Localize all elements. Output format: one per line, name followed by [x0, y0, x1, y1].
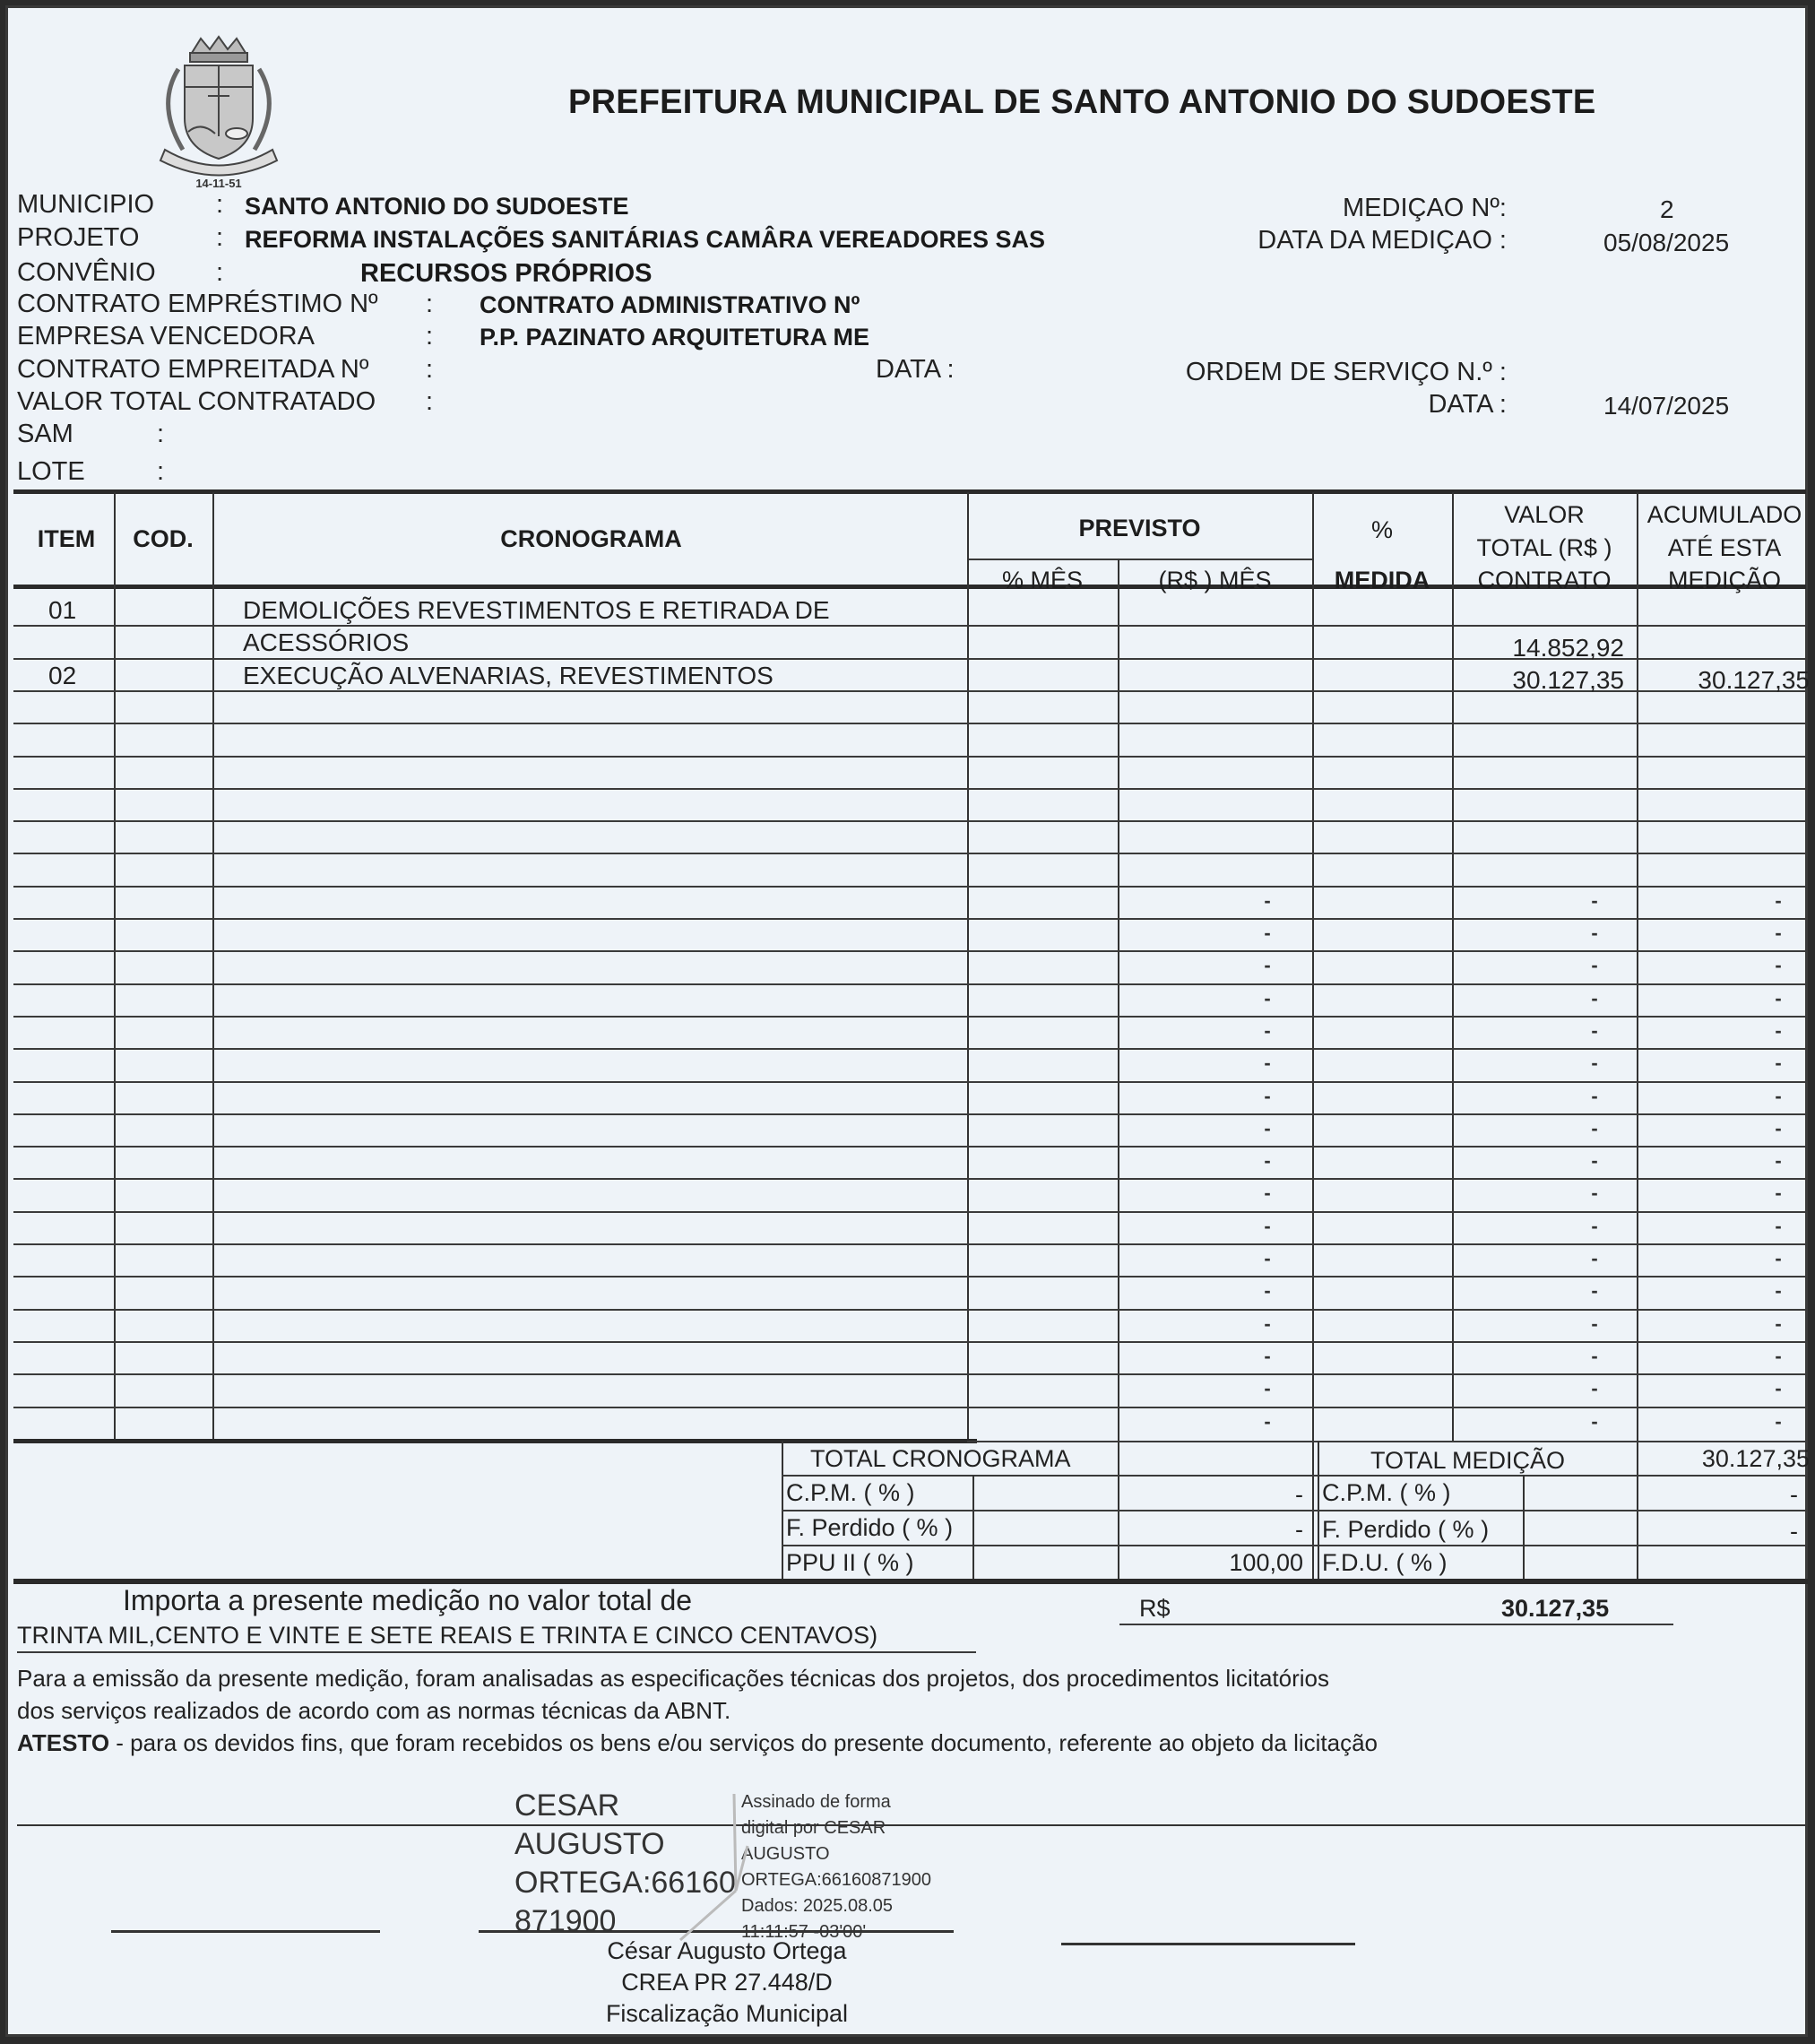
- table-top-border: [13, 489, 1806, 494]
- importa-text: Importa a presente medição no valor total de: [123, 1584, 693, 1616]
- municipio-label: MUNICIPIO: [17, 190, 155, 219]
- col-header-valor-3: CONTRATO: [1477, 567, 1612, 593]
- row-acumulado-empty: -: [1775, 1182, 1782, 1204]
- sam-label: SAM: [17, 420, 73, 448]
- row-acumulado-empty: -: [1775, 1019, 1782, 1042]
- row-separator: [13, 820, 1808, 822]
- lote-sep: :: [157, 457, 165, 486]
- row-separator: [13, 918, 1808, 920]
- row-separator: [13, 886, 1808, 888]
- row-separator: [13, 1373, 1808, 1375]
- convenio-value: RECURSOS PRÓPRIOS: [360, 259, 653, 288]
- row-rs-mes-empty: -: [1264, 922, 1271, 944]
- col-header-rs-mes: (R$ ) MÊS: [1158, 567, 1272, 593]
- row-separator: [13, 950, 1808, 952]
- total-amount: 30.127,35: [1501, 1595, 1610, 1622]
- row-valor-contrato-empty: -: [1591, 1085, 1598, 1107]
- totals-left-border: [782, 1441, 783, 1582]
- signature-top-line: [17, 1824, 1805, 1826]
- para-line-1: Para a emissão da presente medição, foram analisadas as especificações técnicas dos projetos, dos procedimentos licitatórios: [17, 1665, 1329, 1692]
- data-medicao-value: 05/08/2025: [1603, 229, 1730, 256]
- para-line-2: dos serviços realizados de acordo com as normas técnicas da ABNT.: [17, 1697, 731, 1724]
- municipal-crest-icon: [129, 33, 308, 190]
- row-valor-contrato-empty: -: [1591, 1182, 1598, 1204]
- contrato-emprestimo-value: CONTRATO ADMINISTRATIVO Nº: [480, 291, 860, 318]
- row-valor-contrato-empty: -: [1591, 1052, 1598, 1074]
- row-acumulado-empty: -: [1775, 1377, 1782, 1399]
- sam-sep: :: [157, 420, 165, 448]
- amount-words: TRINTA MIL,CENTO E VINTE E SETE REAIS E TRINTA E CINCO CENTAVOS): [17, 1622, 878, 1649]
- row-rs-mes-empty: -: [1264, 1410, 1271, 1433]
- sig-small-line: digital por CESAR: [741, 1818, 886, 1838]
- cpm-cronograma-label: C.P.M. ( % ): [786, 1479, 915, 1506]
- ppu-label: PPU II ( % ): [786, 1549, 914, 1576]
- empresa-vencedora-value: P.P. PAZINATO ARQUITETURA ME: [480, 324, 870, 351]
- row-separator: [13, 1341, 1808, 1343]
- row-rs-mes-empty: -: [1264, 1247, 1271, 1269]
- total-medicao-label: TOTAL MEDIÇÃO: [1370, 1447, 1566, 1474]
- row-valor-contrato-empty: -: [1591, 922, 1598, 944]
- row-acumulado: 30.127,35: [1698, 666, 1810, 694]
- ordem-servico-label: ORDEM DE SERVIÇO N.º :: [1185, 358, 1507, 386]
- row-valor-contrato-empty: -: [1591, 1117, 1598, 1139]
- ppu-value: 100,00: [1229, 1549, 1303, 1576]
- row-separator: [13, 756, 1808, 758]
- row-acumulado-empty: -: [1775, 1279, 1782, 1302]
- row-acumulado-empty: -: [1775, 954, 1782, 976]
- data-medicao-label: DATA DA MEDIÇAO :: [1258, 226, 1507, 255]
- col-header-medida: MEDIDA: [1334, 567, 1430, 593]
- row-cronograma: ACESSÓRIOS: [243, 628, 410, 656]
- row-rs-mes-empty: -: [1264, 889, 1271, 912]
- cpm-cronograma-value: -: [1295, 1481, 1303, 1508]
- row-separator: [13, 788, 1808, 790]
- fperdido-medicao-label: F. Perdido ( % ): [1322, 1516, 1490, 1543]
- row-rs-mes-empty: -: [1264, 1085, 1271, 1107]
- row-separator: [13, 1309, 1808, 1311]
- signer-name: César Augusto Ortega: [607, 1937, 847, 1964]
- totals-col: [972, 1475, 974, 1582]
- data-os-value: 14/07/2025: [1603, 392, 1730, 420]
- sig-big-line: AUGUSTO: [514, 1827, 665, 1861]
- signer-crea: CREA PR 27.448/D: [621, 1969, 833, 1996]
- row-separator: [13, 1243, 1808, 1245]
- page-title: PREFEITURA MUNICIPAL DE SANTO ANTONIO DO SUDOESTE: [568, 83, 1596, 121]
- row-separator: [13, 1146, 1808, 1148]
- sig-small-line: 11:11:57 -03'00': [741, 1922, 867, 1942]
- row-valor-contrato: 30.127,35: [1512, 666, 1624, 694]
- col-header-cronograma: CRONOGRAMA: [500, 525, 682, 552]
- row-valor-contrato-empty: -: [1591, 954, 1598, 976]
- row-rs-mes-empty: -: [1264, 1312, 1271, 1335]
- row-separator: [13, 1016, 1808, 1018]
- row-separator: [13, 723, 1808, 724]
- valor-total-contratado-sep: :: [426, 387, 434, 416]
- signer-role: Fiscalização Municipal: [605, 2000, 849, 2027]
- row-acumulado-empty: -: [1775, 1117, 1782, 1139]
- row-item: 02: [48, 662, 77, 689]
- row-valor-contrato-empty: -: [1591, 889, 1598, 912]
- lote-label: LOTE: [17, 457, 85, 486]
- col-header-valor-1: VALOR: [1504, 501, 1585, 528]
- row-rs-mes-empty: -: [1264, 1215, 1271, 1237]
- row-separator: [13, 1081, 1808, 1083]
- totals-line: [782, 1475, 1808, 1477]
- contrato-empreitada-label: CONTRATO EMPREITADA Nº: [17, 355, 369, 384]
- row-rs-mes-empty: -: [1264, 1149, 1271, 1172]
- atesto-bold: ATESTO: [17, 1729, 110, 1756]
- row-valor-contrato-empty: -: [1591, 987, 1598, 1009]
- sig-small-line: ORTEGA:66160871900: [741, 1870, 932, 1890]
- currency-label: R$: [1139, 1595, 1171, 1622]
- sig-small-line: Dados: 2025.08.05: [741, 1896, 894, 1916]
- projeto-value: REFORMA INSTALAÇÕES SANITÁRIAS CAMÂRA VEREADORES SAS: [245, 226, 1046, 253]
- empresa-vencedora-sep: :: [426, 322, 434, 351]
- row-separator: [13, 1211, 1808, 1213]
- sig-big-line: CESAR: [514, 1788, 620, 1823]
- row-rs-mes-empty: -: [1264, 1182, 1271, 1204]
- medicao-document: [5, 5, 1808, 2037]
- empresa-vencedora-label: EMPRESA VENCEDORA: [17, 322, 315, 351]
- municipio-value: SANTO ANTONIO DO SUDOESTE: [245, 193, 629, 220]
- row-acumulado-empty: -: [1775, 1085, 1782, 1107]
- fdu-label: F.D.U. ( % ): [1322, 1549, 1448, 1576]
- sig-big-line: ORTEGA:66160: [514, 1866, 736, 1900]
- col-header-item: ITEM: [37, 525, 96, 552]
- col-divider: [114, 492, 116, 1441]
- row-acumulado-empty: -: [1775, 922, 1782, 944]
- row-valor-contrato-empty: -: [1591, 1410, 1598, 1433]
- projeto-label: PROJETO: [17, 223, 140, 252]
- row-acumulado-empty: -: [1775, 1215, 1782, 1237]
- col-header-acum-3: MEDIÇÃO: [1667, 567, 1781, 593]
- convenio-label: CONVÊNIO: [17, 258, 156, 287]
- row-rs-mes-empty: -: [1264, 1377, 1271, 1399]
- col-divider: [1637, 492, 1638, 1582]
- row-acumulado-empty: -: [1775, 1410, 1782, 1433]
- row-valor-contrato-empty: -: [1591, 1279, 1598, 1302]
- col-header-acum-2: ATÉ ESTA: [1667, 534, 1782, 561]
- sig-small-line: AUGUSTO: [741, 1844, 830, 1864]
- contrato-emprestimo-label: CONTRATO EMPRÉSTIMO Nº: [17, 290, 378, 318]
- col-header-previsto: PREVISTO: [1078, 515, 1201, 541]
- col-header-cod: COD.: [133, 525, 194, 552]
- previsto-subheader-line: [967, 559, 1312, 560]
- row-separator: [13, 1048, 1808, 1050]
- col-header-valor-2: TOTAL (R$ ): [1476, 534, 1612, 561]
- col-divider: [1118, 559, 1119, 1582]
- medicao-no-value: 2: [1660, 195, 1674, 223]
- amount-words-underline: [17, 1651, 976, 1653]
- signature-line-left: [111, 1930, 380, 1933]
- amount-underline: [1119, 1624, 1673, 1625]
- row-acumulado-empty: -: [1775, 1247, 1782, 1269]
- row-separator: [13, 853, 1808, 854]
- fperdido-medicao-value: -: [1790, 1518, 1798, 1545]
- col-divider: [212, 492, 214, 1441]
- col-header-pct-mes: % MÊS: [1001, 567, 1084, 593]
- row-rs-mes-empty: -: [1264, 1345, 1271, 1367]
- atesto-rest: - para os devidos fins, que foram recebidos os bens e/ou serviços do presente documento, referente ao objeto da licitação: [109, 1729, 1379, 1756]
- row-valor-contrato-empty: -: [1591, 1149, 1598, 1172]
- atesto-line: [17, 1729, 1378, 1757]
- row-acumulado-empty: -: [1775, 1052, 1782, 1074]
- row-rs-mes-empty: -: [1264, 1052, 1271, 1074]
- row-separator: [13, 1178, 1808, 1180]
- svg-text:14-11-51: 14-11-51: [195, 177, 242, 190]
- row-valor-contrato-empty: -: [1591, 1215, 1598, 1237]
- cpm-medicao-label: C.P.M. ( % ): [1322, 1479, 1451, 1506]
- fperdido-cronograma-value: -: [1295, 1516, 1303, 1543]
- row-cronograma: DEMOLIÇÕES REVESTIMENTOS E RETIRADA DE: [243, 596, 830, 624]
- row-valor-contrato-empty: -: [1591, 1345, 1598, 1367]
- row-acumulado-empty: -: [1775, 987, 1782, 1009]
- cpm-medicao-value: -: [1790, 1481, 1798, 1508]
- col-divider: [1312, 492, 1314, 1582]
- row-rs-mes-empty: -: [1264, 1117, 1271, 1139]
- signature-line-right: [1061, 1943, 1355, 1945]
- totals-col: [1523, 1475, 1525, 1582]
- municipio-sep: :: [216, 190, 224, 219]
- valor-total-contratado-label: VALOR TOTAL CONTRATADO: [17, 387, 376, 416]
- col-divider: [967, 492, 969, 1441]
- totals-divider: [1318, 1441, 1319, 1582]
- sig-small-line: Assinado de forma: [741, 1792, 891, 1812]
- col-header-acum-1: ACUMULADO: [1646, 501, 1802, 528]
- contrato-empreitada-data-label: DATA :: [876, 355, 955, 384]
- row-valor-contrato-empty: -: [1591, 1377, 1598, 1399]
- row-cronograma: EXECUÇÃO ALVENARIAS, REVESTIMENTOS: [243, 662, 774, 689]
- data-os-label: DATA :: [1428, 390, 1507, 419]
- row-separator: [13, 1276, 1808, 1278]
- signature-mark-icon: [671, 1792, 752, 1944]
- row-acumulado-empty: -: [1775, 1345, 1782, 1367]
- row-separator: [13, 1113, 1808, 1115]
- row-valor-contrato-empty: -: [1591, 1019, 1598, 1042]
- row-valor-contrato-empty: -: [1591, 1247, 1598, 1269]
- contrato-emprestimo-sep: :: [426, 290, 434, 318]
- row-rs-mes-empty: -: [1264, 1279, 1271, 1302]
- col-header-pct-medida-symbol: %: [1370, 516, 1393, 543]
- row-rs-mes-empty: -: [1264, 1019, 1271, 1042]
- row-rs-mes-empty: -: [1264, 954, 1271, 976]
- row-separator: [13, 1407, 1808, 1408]
- row-valor-contrato-empty: -: [1591, 1312, 1598, 1335]
- projeto-sep: :: [216, 223, 224, 252]
- row-item: 01: [48, 596, 77, 624]
- row-acumulado-empty: -: [1775, 1149, 1782, 1172]
- total-medicao-value: 30.127,35: [1701, 1445, 1810, 1472]
- total-cronograma-label: TOTAL CRONOGRAMA: [810, 1445, 1071, 1472]
- row-separator: [13, 983, 1808, 985]
- row-acumulado-empty: -: [1775, 889, 1782, 912]
- row-rs-mes-empty: -: [1264, 987, 1271, 1009]
- medicao-no-label: MEDIÇAO Nº:: [1343, 194, 1507, 222]
- row-valor-contrato: 14.852,92: [1512, 634, 1624, 662]
- sig-big-line: 871900: [514, 1904, 617, 1938]
- contrato-empreitada-sep: :: [426, 355, 434, 384]
- fperdido-cronograma-label: F. Perdido ( % ): [786, 1514, 954, 1541]
- row-acumulado-empty: -: [1775, 1312, 1782, 1335]
- convenio-sep: :: [216, 258, 224, 287]
